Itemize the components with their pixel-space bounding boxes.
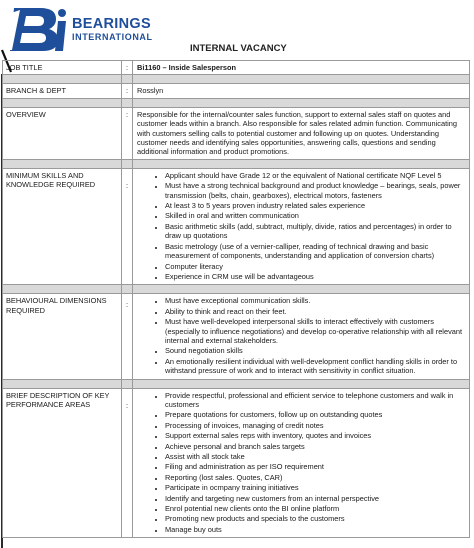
list-item: • Support external sales reps with inventory, quotes and invoices <box>165 431 465 440</box>
list-item: • Filing and administration as per ISO requirement <box>165 462 465 471</box>
list-item: • Prepare quotations for customers, follow up on outstanding quotes <box>165 410 465 419</box>
bi-logo-mark-icon <box>6 4 68 54</box>
skills-label: MINIMUM SKILLS AND KNOWLEDGE REQUIRED <box>3 168 122 284</box>
list-item: • Must have a strong technical background and product knowledge – bearings, seals, power transmission (belts, chain, gearboxes), electrical motors, fasteners <box>165 181 465 200</box>
branch-colon: : <box>122 84 133 98</box>
behavioural-label: BEHAVIOURAL DIMENSIONS REQUIRED <box>3 294 122 379</box>
spacer-row <box>3 98 470 107</box>
behavioural-list <box>137 296 465 375</box>
list-item: • Computer literacy <box>165 262 465 271</box>
list-item: • Identify and targeting new customers from an internal perspective <box>165 494 465 503</box>
list-item: • Enrol potential new clients onto the BI online platform <box>165 504 465 513</box>
overview-label: OVERVIEW <box>3 107 122 159</box>
table-row-overview <box>3 107 470 159</box>
list-item: • Reporting (lost sales. Quotes, CAR) <box>165 473 465 482</box>
job-title-colon: : <box>122 61 133 75</box>
company-logo <box>6 4 166 54</box>
list-item: • An emotionally resilient individual with well-development conflict handling skills in order to withstand pressure of work and to interact with sensitivity in conflict situation. <box>165 357 465 376</box>
list-item: • Applicant should have Grade 12 or the equivalent of National certificate NQF Level 5 <box>165 171 465 180</box>
list-item: • Must have exceptional communication skills. <box>165 296 465 305</box>
list-item: • Processing of invoices, managing of credit notes <box>165 421 465 430</box>
duties-list-cell <box>133 388 470 538</box>
vacancy-table <box>2 60 470 538</box>
list-item: • Manage buy outs <box>165 525 465 534</box>
skills-list <box>137 171 465 281</box>
table-row-behavioural <box>3 294 470 379</box>
list-item: • Assist with all stock take <box>165 452 465 461</box>
duties-colon: : <box>122 388 133 538</box>
brand-subtitle: INTERNATIONAL <box>72 32 153 42</box>
table-row-duties <box>3 388 470 538</box>
behavioural-list-cell <box>133 294 470 379</box>
overview-value: Responsible for the internal/counter sales function, support to external sales staff on quotes and customer leads within a branch. Also responsible for sales related admin function. Communicating with customers selling calls to potential customer and following up on quotes. Understanding customer needs and identifying sales opportunities, answering calls, questions and sending additional information and product promotions. <box>133 107 470 159</box>
list-item: • Basic arithmetic skills (add, subtract, multiply, divide, ratios and percentages) in order to draw up quotations <box>165 222 465 241</box>
spacer-row <box>3 285 470 294</box>
list-item: • Participate in ocmpany training initiatives <box>165 483 465 492</box>
list-item: • Basic metrology (use of a vernier-calliper, reading of technical drawing and basic measurement of components, understanding and application of conversion charts) <box>165 242 465 261</box>
list-item: • Sound negotiation skills <box>165 346 465 355</box>
job-title-label: JOB TITLE <box>3 61 122 75</box>
behavioural-colon: : <box>122 294 133 379</box>
list-item: • Experience in CRM use will be advantageous <box>165 272 465 281</box>
list-item: • At least 3 to 5 years proven industry related sales experience <box>165 201 465 210</box>
document-title: INTERNAL VACANCY <box>190 43 287 54</box>
list-item: • Achieve personal and branch sales targets <box>165 442 465 451</box>
list-item: • Must have well-developed interpersonal skills to interact effectively with customers (especially to influence negotiations) and develop co-operative relationship with all relevant internal and external stakeholders. <box>165 317 465 345</box>
duties-label: BRIEF DESCRIPTION OF KEY PERFORMANCE AREAS <box>3 388 122 538</box>
skills-list-cell <box>133 168 470 284</box>
list-item: • Ability to think and react on their feet. <box>165 307 465 316</box>
branch-label: BRANCH & DEPT <box>3 84 122 98</box>
branch-value: Rosslyn <box>133 84 470 98</box>
spacer-row <box>3 75 470 84</box>
brand-name: BEARINGS <box>72 16 151 32</box>
spacer-row <box>3 159 470 168</box>
duties-list <box>137 391 465 535</box>
job-title-value: Bi1160 – Inside Salesperson <box>133 61 470 75</box>
skills-colon: : <box>122 168 133 284</box>
table-row-job-title <box>3 61 470 75</box>
table-row-branch <box>3 84 470 98</box>
list-item: • Provide respectful, professional and efficient service to telephone customers and walk in customers <box>165 391 465 410</box>
table-row-skills <box>3 168 470 284</box>
spacer-row <box>3 379 470 388</box>
list-item: • Skilled in oral and written communication <box>165 211 465 220</box>
overview-colon: : <box>122 107 133 159</box>
list-item: • Promoting new products and specials to the customers <box>165 514 465 523</box>
